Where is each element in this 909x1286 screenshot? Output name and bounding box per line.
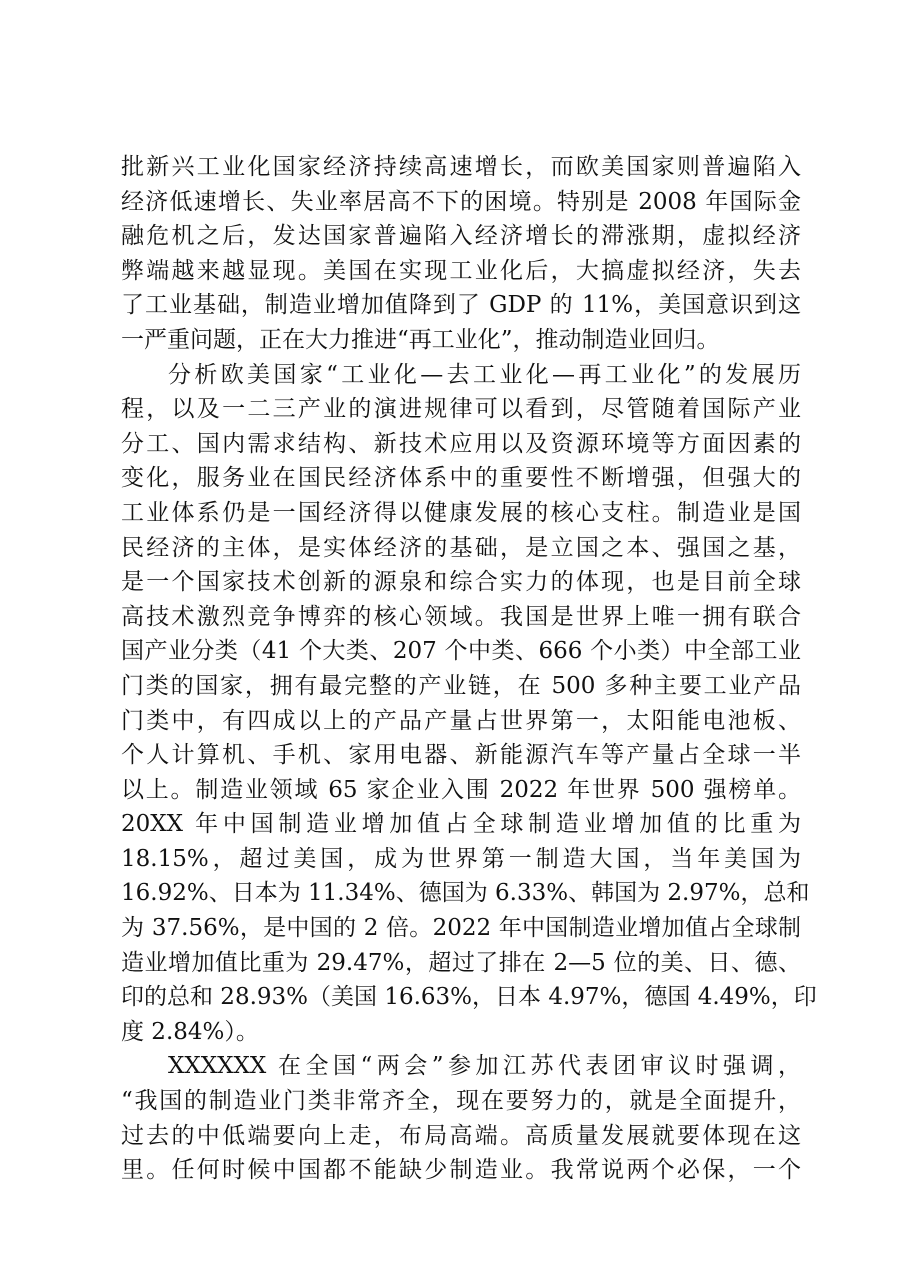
text-line: 变化，服务业在国民经济体系中的重要性不断增强，但强大的 [121,465,801,492]
text-line: 弊端越来越显现。美国在实现工业化后，大搞虚拟经济，失去 [121,257,801,284]
text-line: 个人计算机、手机、家用电器、新能源汽车等产量占全球一半 [121,742,801,769]
text-line: 以上。制造业领域 65 家企业入围 2022 年世界 500 强榜单。 [121,776,801,803]
text-line: 16.92%、日本为 11.34%、德国为 6.33%、韩国为 2.97%，总和 [121,880,810,907]
text-line: 了工业基础，制造业增加值降到了 GDP 的 11%，美国意识到这 [121,292,801,319]
text-line: 国产业分类（41 个大类、207 个中类、666 个小类）中全部工业 [121,638,801,665]
text-line: 工业体系仍是一国经济得以健康发展的核心支柱。制造业是国 [121,499,801,526]
text-line: “我国的制造业门类非常齐全，现在要努力的，就是全面提升， [121,1088,801,1115]
text-line: 门类中，有四成以上的产品产量占世界第一，太阳能电池板、 [121,707,801,734]
text-line: 18.15%，超过美国，成为世界第一制造大国，当年美国为 [121,845,801,872]
text-line: 民经济的主体，是实体经济的基础，是立国之本、强国之基， [121,534,801,561]
text-line: 分工、国内需求结构、新技术应用以及资源环境等方面因素的 [121,430,801,457]
text-line: 是一个国家技术创新的源泉和综合实力的体现，也是目前全球 [121,569,801,596]
text-line: 批新兴工业化国家经济持续高速增长，而欧美国家则普遍陷入 [121,154,801,180]
text-line: 里。任何时候中国都不能缺少制造业。我常说两个必保，一个 [121,1157,801,1184]
text-line: 造业增加值比重为 29.47%，超过了排在 2—5 位的美、日、德、 [121,949,801,976]
text-line: XXXXXX 在全国“两会”参加江苏代表团审议时强调， [168,1053,801,1080]
paragraph-3 [121,1049,801,1187]
text-line: 程，以及一二三产业的演进规律可以看到，尽管随着国际产业 [121,396,801,423]
text-line: 融危机之后，发达国家普遍陷入经济增长的滞涨期，虚拟经济 [121,223,801,250]
text-line: 一严重问题，正在大力推进“再工业化”，推动制造业回归。 [121,326,720,353]
text-line: 印的总和 28.93%（美国 16.63%，日本 4.97%，德国 4.49%，印 [121,984,817,1011]
text-line: 为 37.56%，是中国的 2 倍。2022 年中国制造业增加值占全球制 [121,915,801,942]
text-line: 分析欧美国家“工业化—去工业化—再工业化”的发展历 [168,361,801,388]
text-line: 20XX 年中国制造业增加值占全球制造业增加值的比重为 [121,811,801,838]
paragraph-2 [121,358,817,1050]
text-line: 经济低速增长、失业率居高不下的困境。特别是 2008 年国际金 [121,188,801,215]
text-line: 过去的中低端要向上走，布局高端。高质量发展就要体现在这 [121,1122,801,1149]
text-line: 度 2.84%）。 [121,1018,259,1045]
paragraph-1 [121,150,801,358]
body-text [121,150,817,1188]
text-line: 门类的国家，拥有最完整的产业链，在 500 多种主要工业产品 [121,672,801,699]
text-line: 高技术激烈竞争博弈的核心领域。我国是世界上唯一拥有联合 [121,603,801,630]
